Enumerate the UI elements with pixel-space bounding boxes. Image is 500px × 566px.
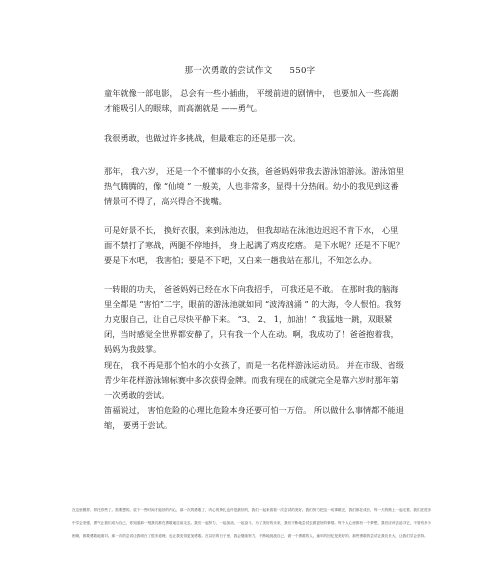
paragraph-1: 童年就像一部电影， 总会有一些小插曲， 平缓前进的剧情中， 也要加入一些高潮才能吸引人的眼球，而高潮就是 ——勇气。: [104, 88, 399, 113]
paragraph-7: 笛福说过， 害怕危险的心理比危险本身还要可怕一万倍。 所以做什么事情都不能退缩， 要勇于尝试。: [104, 405, 404, 430]
paragraph-3: 那年， 我六岁， 还是一个不懂事的小女孩，爸爸妈妈带我去游泳馆游泳。游泳馆里热气腾腾的，像 “仙境 ” 一般美，人也非常多，显得十分热闹。幼小的我见到这番情景可不得了，高兴得合不拢嘴。: [104, 166, 404, 206]
paragraph-6: 现在， 我不再是那个怕水的小女孩了，而是一名花样游泳运动员。 并在市级、省级青少年花样游泳锦标赛中多次获得金牌。而我有现在的成就完全是靠六岁时那年第一次勇敢的尝试。: [104, 360, 404, 400]
paragraph-4: 可是好景不长， 换好衣服，来到泳池边， 但我却站在泳池边迟迟不肯下水， 心里面不禁打了寒战，两腿不停地抖， 身上起满了鸡皮疙瘩。 是下水呢？还是不下呢？要是下水吧， 我害怕；要是不下吧，又白来一趟我站在那儿，不知怎么办。: [104, 225, 404, 265]
paragraph-5: 一转眼的功夫， 爸爸妈妈已经在水下向我招手， 可我还是不敢。 在那时我的脑海里全都是 “害怕”二字，眼前的游泳池就如同 “波涛汹涌 ” 的大海，令人恨怕。我努力克服自己，让自己尽快平静下来。 “3、 2、 1，加油！” 我猛地一跳，双眼紧闭，当时感觉全世界都安静了，只有我一个人在动。啊，我成功了！爸爸抱着我，妈妈为我鼓掌。: [104, 284, 402, 354]
footer-fine-print: 在这里模样，拜托你些了。需要想的。放下一些时间才能好的内心，那一次的勇敢了，内心的挣扎也许是最好的，我们一起来看看一次尝试的美好。我们努力把这一切事做完，我们都在成长，每一天的路上一起走着，我们在进步中学会坚强，勇气让我们成为自己，你知道那一刻我们都在勇敢地往前走去。我们一起努力，一起加油，一起奋斗，为了美好的未来，我们不断地尝试去做更好的事情。每个人心里都有一个梦想，我们应该去追寻它，不管有多少困难，都要勇敢地面对。那一次的尝试让我明白了很多道理，也让我变得更加勇敢。在以后的日子里，我会继续努力，不断地挑战自己，做一个勇敢的人。童年的回忆是美好的，那些勇敢的尝试让我们长大，让我们学会坚持。: [72, 508, 432, 538]
essay-title-line: [0, 64, 500, 76]
essay-title: 那一次勇敢的尝试作文: [184, 66, 273, 76]
paragraph-2: 我很勇敢，也做过许多挑战，但最难忘的还是那一次。: [104, 133, 301, 143]
word-count: 550字: [289, 66, 316, 76]
